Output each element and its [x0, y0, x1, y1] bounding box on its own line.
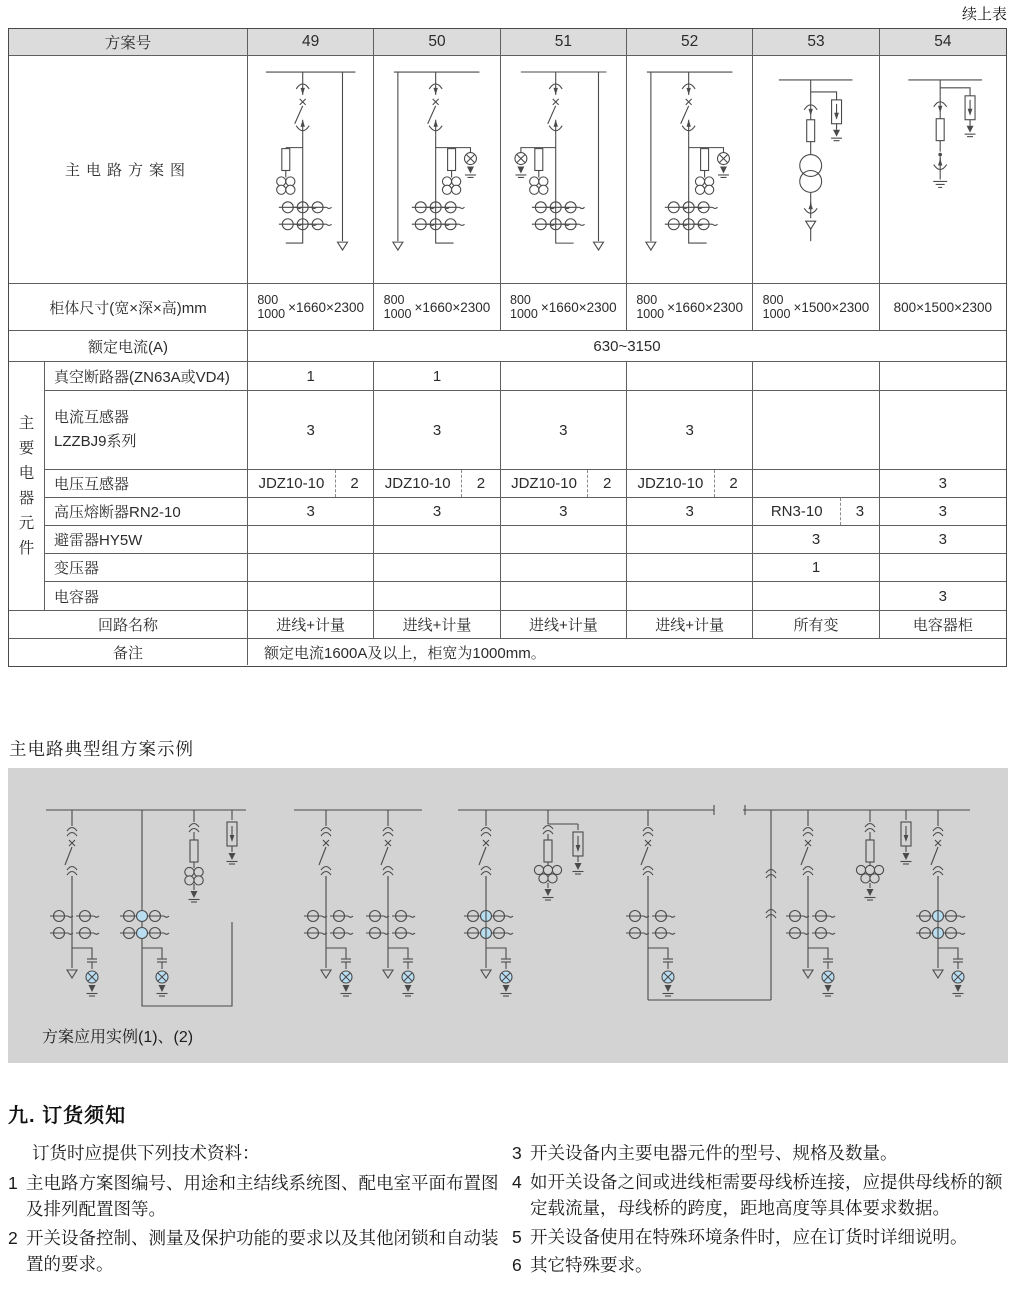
table-cell: 1: [753, 554, 879, 582]
table-cell: [248, 582, 374, 611]
table-cell-split: JDZ10-10 2: [627, 470, 753, 498]
dimension-cell: 800 1000 ×1660×2300: [374, 284, 500, 331]
table-cell: 3: [248, 498, 374, 526]
table-cell: 3: [501, 498, 627, 526]
table-cell: 3: [753, 526, 879, 554]
item-text: 其它特殊要求。: [530, 1255, 653, 1276]
circuit-name-cell: 电容器柜: [880, 611, 1006, 639]
ordering-heading: 九. 订货须知: [8, 1105, 127, 1127]
item-number: 4: [512, 1171, 522, 1192]
ordering-item: [512, 1140, 1015, 1167]
circuit-name-cell: 进线+计量: [374, 611, 500, 639]
dimension-cell: 800 1000 ×1660×2300: [248, 284, 374, 331]
diagram-row-label: 主电路方案图: [9, 56, 248, 284]
scheme-54-diagram: [880, 56, 1006, 284]
table-cell: [374, 526, 500, 554]
circuit-name-cell: 所有变: [753, 611, 879, 639]
table-cell: [880, 554, 1006, 582]
item-number: 1: [8, 1172, 18, 1193]
table-cell: [248, 554, 374, 582]
circuit-name-cell: 进线+计量: [627, 611, 753, 639]
table-cell: [501, 582, 627, 611]
item-text: 开关设备使用在特殊环境条件时，应在订货时详细说明。: [530, 1226, 968, 1247]
component-label: 电流互感器 LZZBJ9系列: [45, 391, 248, 470]
scheme-52-diagram: [627, 56, 753, 284]
table-cell: [753, 470, 879, 498]
table-cell: 3: [880, 470, 1006, 498]
component-label: 避雷器HY5W: [45, 526, 248, 554]
continuation-note: 续上表: [961, 6, 1007, 23]
table-cell-split: JDZ10-10 2: [501, 470, 627, 498]
table-cell-split: JDZ10-10 2: [248, 470, 374, 498]
ordering-item: [512, 1252, 1015, 1279]
examples-heading: 主电路典型组方案示例: [9, 739, 194, 759]
item-number: 5: [512, 1226, 522, 1247]
examples-caption: 方案应用实例(1)、(2): [42, 1029, 194, 1046]
scheme-number: 53: [753, 29, 879, 56]
table-cell: [501, 362, 627, 391]
dimension-cell: 800×1500×2300: [880, 284, 1006, 331]
table-cell: 3: [627, 391, 753, 470]
table-cell: [753, 362, 879, 391]
circuit-name-cell: 进线+计量: [248, 611, 374, 639]
component-label: 电容器: [45, 582, 248, 611]
scheme-number: 49: [248, 29, 374, 56]
item-text: 主电路方案图编号、用途和主结线系统图、配电室平面布置图及排列配置图等。: [26, 1172, 499, 1220]
examples-diagram: [8, 768, 1008, 1018]
item-text: 开关设备内主要电器元件的型号、规格及数量。: [530, 1143, 898, 1163]
ordering-item: [8, 1225, 508, 1278]
ordering-item: [512, 1169, 1015, 1222]
table-cell: [627, 582, 753, 611]
component-group-label: 主要电器元件: [9, 362, 45, 611]
rated-current-value: 630~3150: [248, 331, 1006, 362]
table-cell: [753, 582, 879, 611]
table-cell: [374, 582, 500, 611]
table-cell-split: RN3-10 3: [753, 498, 879, 526]
item-number: 3: [512, 1143, 522, 1163]
rated-current-label: 额定电流(A): [9, 331, 248, 362]
scheme-number: 52: [627, 29, 753, 56]
table-cell: 3: [880, 498, 1006, 526]
scheme-table: [8, 28, 1007, 667]
item-text: 开关设备控制、测量及保护功能的要求以及其他闭锁和自动装置的要求。: [26, 1227, 499, 1275]
table-cell: 3: [374, 391, 500, 470]
table-cell: [627, 554, 753, 582]
remark-value: 额定电流1600A及以上，柜宽为1000mm。: [264, 644, 546, 662]
table-cell: [374, 554, 500, 582]
scheme-50-diagram: [374, 56, 500, 284]
component-label: 真空断路器(ZN63A或VD4): [45, 362, 248, 391]
table-cell: [880, 391, 1006, 470]
table-cell: 3: [374, 498, 500, 526]
item-number: 2: [8, 1227, 18, 1248]
item-number: 6: [512, 1255, 522, 1276]
dimensions-label: 柜体尺寸(宽×深×高)mm: [9, 284, 248, 331]
ordering-left-column: [8, 1140, 508, 1280]
dimension-cell: 800 1000 ×1500×2300: [753, 284, 879, 331]
table-cell: [501, 554, 627, 582]
scheme-number: 51: [501, 29, 627, 56]
scheme-header-label: 方案号: [9, 29, 248, 56]
component-label: 高压熔断器RN2-10: [45, 498, 248, 526]
ordering-item: [8, 1170, 508, 1223]
table-cell: 3: [880, 526, 1006, 554]
table-cell: 3: [248, 391, 374, 470]
table-cell: [627, 362, 753, 391]
table-cell: 3: [501, 391, 627, 470]
circuit-name-label: 回路名称: [9, 611, 248, 639]
table-cell: [501, 526, 627, 554]
table-cell: [880, 362, 1006, 391]
scheme-number: 54: [880, 29, 1006, 56]
dimension-cell: 800 1000 ×1660×2300: [627, 284, 753, 331]
table-cell: [753, 391, 879, 470]
ordering-right-column: [512, 1140, 1015, 1281]
examples-panel: [8, 768, 1008, 1063]
ordering-item: [512, 1224, 1015, 1251]
table-cell: 3: [880, 582, 1006, 611]
scheme-51-diagram: [501, 56, 627, 284]
item-text: 如开关设备之间或进线柜需要母线桥连接，应提供母线桥的额定载流量，母线桥的跨度，距地高度等具体要求数据。: [530, 1171, 1003, 1219]
circuit-name-cell: 进线+计量: [501, 611, 627, 639]
scheme-49-diagram: [248, 56, 374, 284]
table-cell: 3: [627, 498, 753, 526]
component-label: 变压器: [45, 554, 248, 582]
remark-label: 备注: [9, 639, 248, 665]
table-cell: [627, 526, 753, 554]
table-cell: 1: [248, 362, 374, 391]
scheme-number: 50: [374, 29, 500, 56]
dimension-cell: 800 1000 ×1660×2300: [501, 284, 627, 331]
table-cell: 1: [374, 362, 500, 391]
table-cell-split: JDZ10-10 2: [374, 470, 500, 498]
ordering-intro: 订货时应提供下列技术资料：: [32, 1143, 260, 1163]
component-label: 电压互感器: [45, 470, 248, 498]
scheme-53-diagram: [753, 56, 879, 284]
table-cell: [248, 526, 374, 554]
